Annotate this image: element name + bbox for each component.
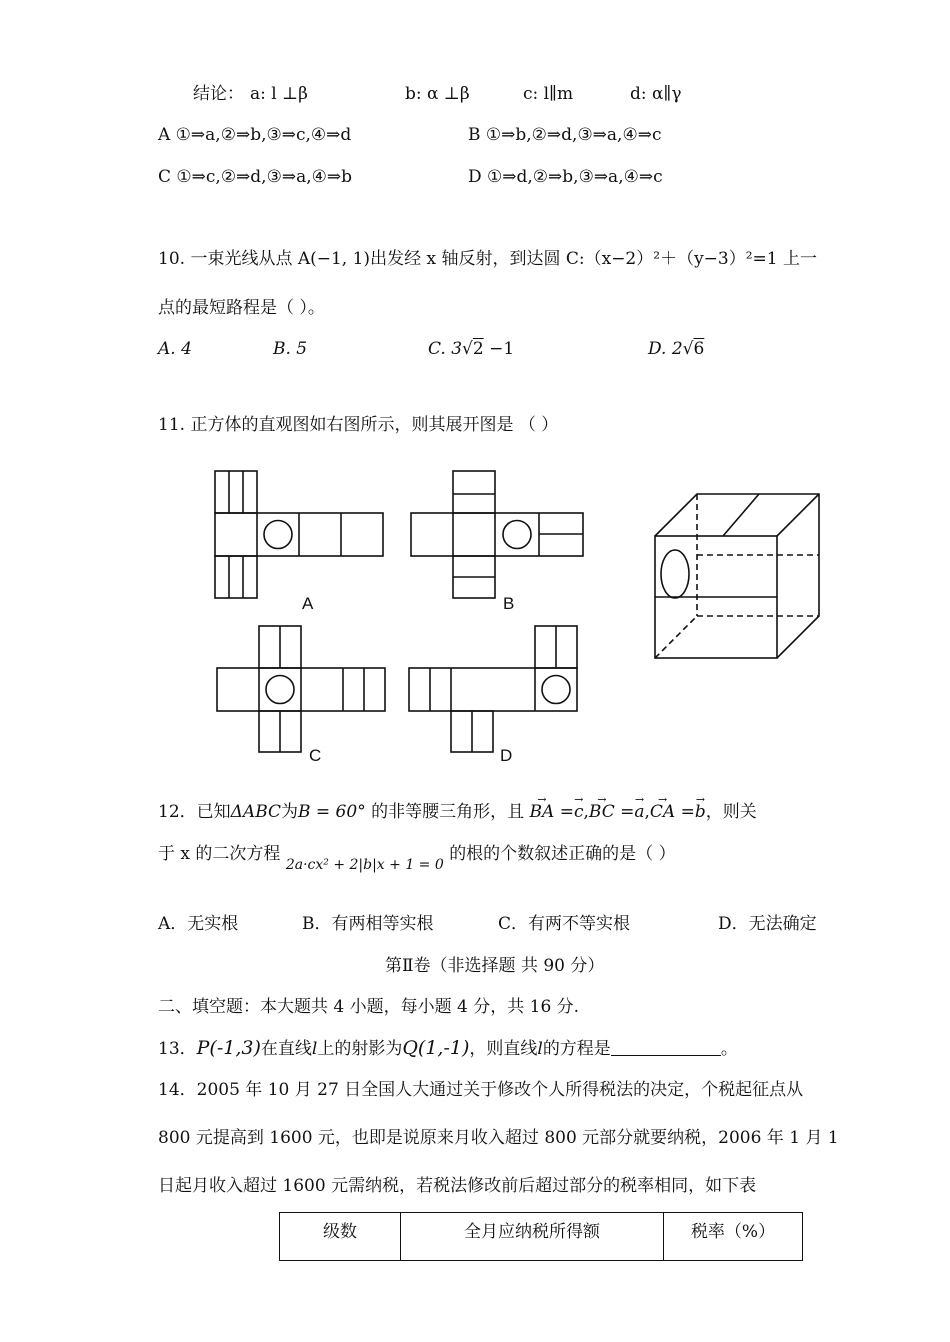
- q9-conclusion-d: d: α∥γ: [630, 84, 682, 104]
- q12-line2-suffix: 的根的个数叙述正确的是（ ）: [449, 844, 676, 864]
- q9-option-d: D ①⇒d,②⇒b,③⇒a,④⇒c: [468, 167, 663, 187]
- q14-line3: 日起月收入超过 1600 元需纳税，若税法修改前后超过部分的税率相同，如下表: [158, 1176, 757, 1196]
- q10-option-c-radicand: 2: [472, 339, 484, 359]
- cube-net-b: [411, 471, 583, 598]
- q13-mid2: 上的射影为: [317, 1039, 403, 1059]
- q12-option-d: D．无法确定: [718, 914, 817, 934]
- q10-option-c-suffix: −1: [489, 339, 515, 359]
- table-header-income: 全月应纳税所得额: [401, 1213, 664, 1261]
- q12-line1: 12．已知ΔABC为B = 60° 的非等腰三角形，且 → BA =→ c,→ BC =→ a,→ CA =→ b，则关: [158, 801, 757, 823]
- q13-point-p: P(-1,3): [196, 1037, 261, 1059]
- q13-line: [158, 1037, 738, 1060]
- vector-bc: → BC: [589, 801, 615, 823]
- q13-mid: 在直线: [260, 1039, 312, 1059]
- sqrt-symbol-icon: √: [462, 339, 473, 359]
- table-header-level: 级数: [280, 1213, 401, 1261]
- vector-c: → c: [574, 801, 584, 823]
- q12-text: 的非等腰三角形，且: [365, 802, 525, 822]
- q13-line-l: l: [311, 1039, 318, 1059]
- q12-option-b: B．有两相等实根: [302, 914, 434, 934]
- q10-option-c-prefix: C. 3: [428, 339, 463, 359]
- q10-option-a: A. 4: [158, 339, 192, 359]
- q12-line1-end: ，则关: [705, 802, 757, 822]
- table-header-rate: 税率（%）: [664, 1213, 803, 1261]
- q9-conclusion-b: b: α ⊥β: [405, 84, 470, 104]
- q12-equation: 2a·cx² + 2|b|x + 1 = 0: [285, 857, 444, 873]
- q12-option-c: C．有两不等实根: [498, 914, 631, 934]
- vector-ba: → BA: [530, 801, 555, 823]
- net-label-d: D: [500, 746, 513, 765]
- answer-blank[interactable]: [611, 1039, 721, 1056]
- q13-line-l2: l: [537, 1039, 543, 1059]
- q10-option-d-prefix: D. 2: [648, 339, 683, 359]
- vector-a: → a: [634, 801, 644, 823]
- q10-line2: 点的最短路程是（ ）。: [158, 298, 325, 318]
- part2-title: 第Ⅱ卷（非选择题 共 90 分）: [385, 956, 605, 976]
- q13-end: 。: [720, 1039, 738, 1059]
- q12-option-a: A．无实根: [158, 914, 239, 934]
- net-label-b: B: [503, 594, 515, 613]
- q9-option-b: B ①⇒b,②⇒d,③⇒a,④⇒c: [468, 125, 662, 145]
- net-label-a: A: [302, 594, 314, 613]
- q12-triangle: ΔABC: [230, 802, 282, 822]
- q11-text: 11. 正方体的直观图如右图所示，则其展开图是 （ ）: [158, 415, 559, 435]
- q12-line2-prefix: 于 x 的二次方程: [158, 844, 281, 864]
- q9-conclusion-c: c: l∥m: [523, 84, 574, 104]
- cube-net-a: [215, 471, 383, 598]
- q12-angle: B = 60°: [298, 802, 366, 822]
- q10-option-b: B. 5: [273, 339, 308, 359]
- sqrt-symbol-icon: √: [682, 339, 694, 359]
- table-header-row: [280, 1213, 803, 1261]
- vector-ca: → CA: [650, 801, 675, 823]
- cube-net-d: [409, 626, 577, 752]
- q9-option-a: A ①⇒a,②⇒b,③⇒c,④⇒d: [158, 125, 352, 145]
- tax-rate-table: [279, 1212, 803, 1261]
- q14-line2: 800 元提高到 1600 元，也即是说原来月收入超过 800 元部分就要纳税，2006 年 1 月 1: [158, 1128, 839, 1148]
- q12-prefix: 12．已知: [158, 802, 231, 822]
- q12-mid: 为: [281, 802, 299, 822]
- cube-net-c: [217, 626, 385, 752]
- q14-line1: 14．2005 年 10 月 27 日全国人大通过关于修改个人所得税法的决定，个税起征点从: [158, 1080, 804, 1100]
- q13-prefix: 13．: [158, 1039, 197, 1059]
- q13-suffix: 的方程是: [542, 1039, 611, 1059]
- q10-option-d-radicand: 6: [693, 339, 705, 359]
- q13-point-q: Q(1,-1): [402, 1037, 470, 1059]
- section-heading: 二、填空题：本大题共 4 小题，每小题 4 分，共 16 分.: [158, 997, 580, 1017]
- q10-line1: 10. 一束光线从点 A(−1, 1)出发经 x 轴反射，到达圆 C:（x−2）²＋（y−3）²=1 上一: [158, 249, 818, 269]
- q13-mid3: ，则直线: [469, 1039, 538, 1059]
- cube-perspective: [655, 494, 819, 658]
- q12-line2: [158, 843, 676, 873]
- net-label-c: C: [309, 746, 322, 765]
- q9-conclusion-a: a: l ⊥β: [250, 84, 308, 104]
- q9-conclusion-label: 结论：: [193, 84, 244, 104]
- q9-option-c: C ①⇒c,②⇒d,③⇒a,④⇒b: [158, 167, 352, 187]
- vector-b: → b: [695, 801, 706, 823]
